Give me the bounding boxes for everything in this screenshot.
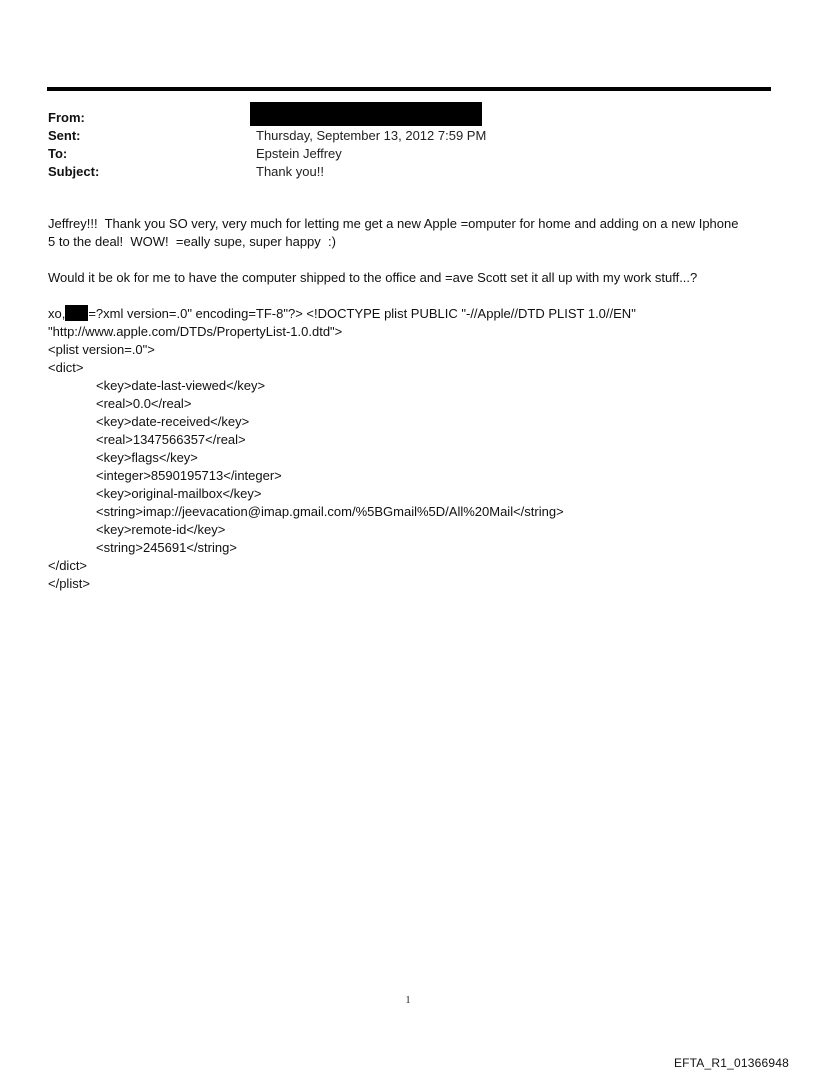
from-row (48, 109, 768, 127)
dict-line: <key>date-received</key> (96, 414, 250, 429)
from-label: From: (48, 110, 85, 125)
body-paragraph-1-line-2: 5 to the deal! WOW! =eally supe, super happy :) (48, 234, 336, 249)
plist-close-line: </plist> (48, 576, 90, 591)
signoff-prefix: xo, (48, 306, 66, 321)
to-label: To: (48, 146, 68, 161)
header-divider (47, 87, 771, 91)
email-header (48, 109, 768, 181)
dict-line: <string>imap://jeevacation@imap.gmail.com/%5BGmail%5D/All%20Mail</string> (96, 504, 564, 519)
dict-line: <real>1347566357</real> (96, 432, 246, 447)
dict-line: <real>0.0</real> (96, 396, 192, 411)
page-number: 1 (405, 995, 411, 1006)
signature-redaction (65, 305, 88, 321)
to-value: Epstein Jeffrey (256, 146, 342, 161)
dict-line: <key>flags</key> (96, 450, 198, 465)
dict-line: <string>245691</string> (96, 540, 237, 555)
dict-line: <key>remote-id</key> (96, 522, 226, 537)
dict-close-line: </dict> (48, 558, 88, 573)
subject-row (48, 163, 768, 181)
from-redaction (250, 102, 482, 126)
dtd-url-line: "http://www.apple.com/DTDs/PropertyList-1.0.dtd"> (48, 324, 343, 339)
sent-row (48, 127, 768, 145)
dict-line: <key>original-mailbox</key> (96, 486, 262, 501)
dict-open-line: <dict> (48, 360, 84, 375)
body-paragraph-1-line-1: Jeffrey!!! Thank you SO very, very much for letting me get a new Apple =omputer for home and adding on a new Iphone (48, 216, 739, 231)
plist-open-line: <plist version=.0"> (48, 342, 155, 357)
to-row (48, 145, 768, 163)
sent-label: Sent: (48, 128, 81, 143)
subject-label: Subject: (48, 164, 100, 179)
subject-value: Thank you!! (256, 164, 324, 179)
dict-line: <key>date-last-viewed</key> (96, 378, 266, 393)
sent-value: Thursday, September 13, 2012 7:59 PM (256, 128, 487, 143)
dict-line: <integer>8590195713</integer> (96, 468, 282, 483)
signoff-rest: =?xml version=.0" encoding=TF-8"?> <!DOCTYPE plist PUBLIC "-//Apple//DTD PLIST 1.0//EN" (88, 306, 636, 321)
email-body (48, 215, 778, 593)
spacer (48, 287, 778, 305)
spacer (48, 251, 778, 269)
signoff-line (48, 305, 778, 323)
body-paragraph-2: Would it be ok for me to have the computer shipped to the office and =ave Scott set it all up with my work stuff...? (48, 270, 698, 285)
document-id: EFTA_R1_01366948 (673, 1056, 789, 1070)
